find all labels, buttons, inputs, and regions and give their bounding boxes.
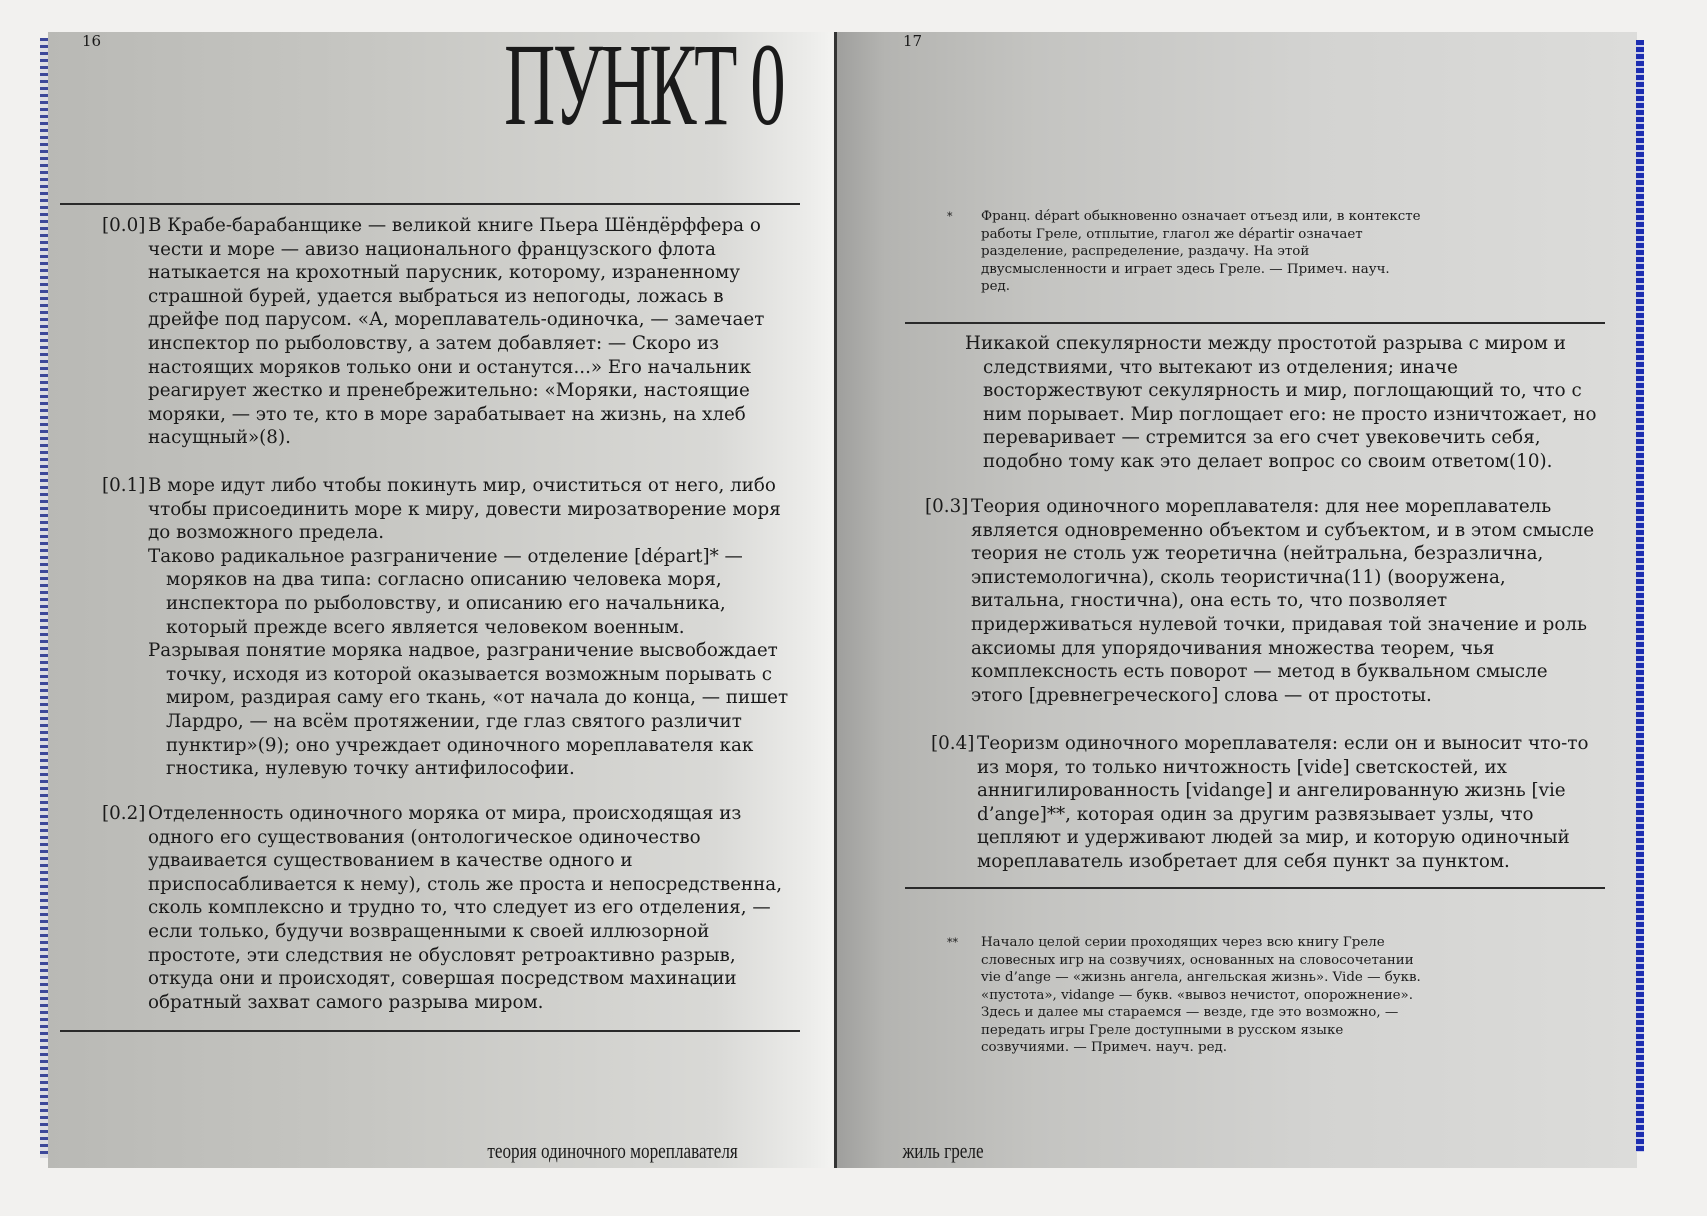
left-page	[48, 32, 833, 1168]
paragraph-text: Теоризм одиночного мореплавателя: если он и выносит что-то из моря, то только ничтожность [vide] светскостей, их аннигилированность [vidange] и ангелированную жизнь [vie d’ange]**, которая один за другим развязывает узлы, что цепляют и удерживают людей за мир, и которую одиночный мореплаватель изобретает для себя пункт за пунктом.	[977, 733, 1589, 872]
footnote-mark: *	[947, 210, 953, 223]
paragraph-text: В Крабе-барабанщике — великой книге Пьера Шёндёрффера о чести и море — авизо национального французского флота натыкается на крохотный парусник, которому, израненному страшной бурей, удается выбраться из непогоды, ложась в дрейфе под парусом. «А, мореплаватель-одиночка, — замечает инспектор по рыболовству, а затем добавляет: — Скоро из настоящих моряков только они и останутся...» Его начальник реагирует жестко и пренебрежительно: «Моряки, настоящие моряки, — это те, кто в море зарабатывает на жизнь, на хлеб насущный»(8).	[148, 215, 765, 449]
divider	[905, 887, 1605, 889]
divider	[60, 1030, 800, 1032]
paragraph-0-0	[102, 214, 800, 450]
paragraph-label: [0.1]	[102, 475, 146, 496]
chapter-title: ПУНКТ 0	[503, 32, 783, 150]
footnote-text: Франц. départ обыкновенно означает отъезд или, в контексте работы Греле, отплытие, глагол же départir означает разделение, распределение, раздачу. На этой двусмысленности и играет здесь Греле. — Примеч. науч. ред.	[981, 209, 1421, 294]
paragraph-label: [0.0]	[102, 215, 146, 236]
paragraph-0-3	[925, 495, 1605, 707]
paragraph-label: [0.4]	[931, 733, 975, 754]
page-number: 16	[82, 32, 102, 50]
paragraph-label: [0.3]	[925, 496, 969, 517]
footnote-mark: **	[947, 936, 958, 949]
paragraph-label: [0.2]	[102, 803, 146, 824]
paragraph-0-2	[102, 802, 800, 1014]
running-footer: теория одиночного мореплавателя	[487, 1138, 738, 1163]
running-footer: жиль греле	[902, 1138, 984, 1163]
paragraph-0-4	[931, 732, 1605, 874]
paragraph-continuation: Таково радикальное разграничение — отделение [départ]* — моряков на два типа: согласно описанию человека моря, инспектора по рыболовству, и описанию его начальника, который прежде всего является человеком военным.	[148, 545, 743, 638]
paragraph-0-1	[102, 474, 800, 781]
footnote-bottom	[947, 934, 1421, 1057]
footnote-top	[947, 208, 1421, 296]
divider	[905, 322, 1605, 324]
paragraph-continuation: Разрывая понятие моряка надвое, разграничение высвобождает точку, исходя из которой оказывается возможным порывать с миром, раздирая саму его ткань, «от начала до конца, — пишет Лардро, — на всём протяжении, где глаз святого различит пунктир»(9); оно учреждает одиночного мореплавателя как гностика, нулевую точку антифилософии.	[148, 640, 789, 780]
book-edge-right	[1636, 40, 1644, 1152]
page-number: 17	[903, 32, 923, 50]
right-page	[834, 32, 1637, 1168]
paragraph-text: Отделенность одиночного моряка от мира, происходящая из одного его существования (онтологическое одиночество удваивается существованием в качестве одного и приспосабливается к нему), столь же проста и непосредственна, сколь комплексно и трудно то, что следует из его отделения, — если только, будучи возвращенными к своей иллюзорной простоте, эти следствия не обусловят ретроактивно разрыв, откуда они и происходят, совершая посредством махинации обратный захват самого разрыва миром.	[148, 803, 783, 1013]
footnote-text: Начало целой серии проходящих через всю книгу Греле словесных игр на созвучиях, основанных на словосочетании vie d’ange — «жизнь ангела, ангельская жизнь». Vide — букв. «пустота», vidange — букв. «вывоз нечистот, опорожнение». Здесь и далее мы стараемся — везде, где это возможно, — передать игры Греле доступными в русском языке созвучиями. — Примеч. науч. ред.	[981, 935, 1421, 1055]
divider	[60, 203, 800, 205]
paragraph-text: Никакой спекулярности между простотой разрыва с миром и следствиями, что вытекают из отделения; иначе восторжествуют секулярность и мир, поглощающий то, что с ним порывает. Мир поглощает его: не просто изничтожает, но переваривает — стремится за его счет увековечить себя, подобно тому как это делает вопрос со своим ответом(10).	[965, 333, 1597, 472]
paragraph-text: Теория одиночного мореплавателя: для нее мореплаватель является одновременно объектом и субъектом, и в этом смысле теория не столь уж теоретична (нейтральна, безразлична, эпистемологична), сколь теористична(11) (вооружена, витальна, гностична), она есть то, что позволяет придерживаться нулевой точки, придавая той значение и роль аксиомы для упорядочивания множества теорем, чья комплексность есть поворот — метод в буквальном смысле этого [древнегреческого] слова — от простоты.	[971, 496, 1595, 706]
paragraph-intro	[965, 332, 1623, 474]
paragraph-text: В море идут либо чтобы покинуть мир, очиститься от него, либо чтобы присоединить море к миру, довести мирозатворение моря до возможного предела.	[148, 475, 781, 544]
